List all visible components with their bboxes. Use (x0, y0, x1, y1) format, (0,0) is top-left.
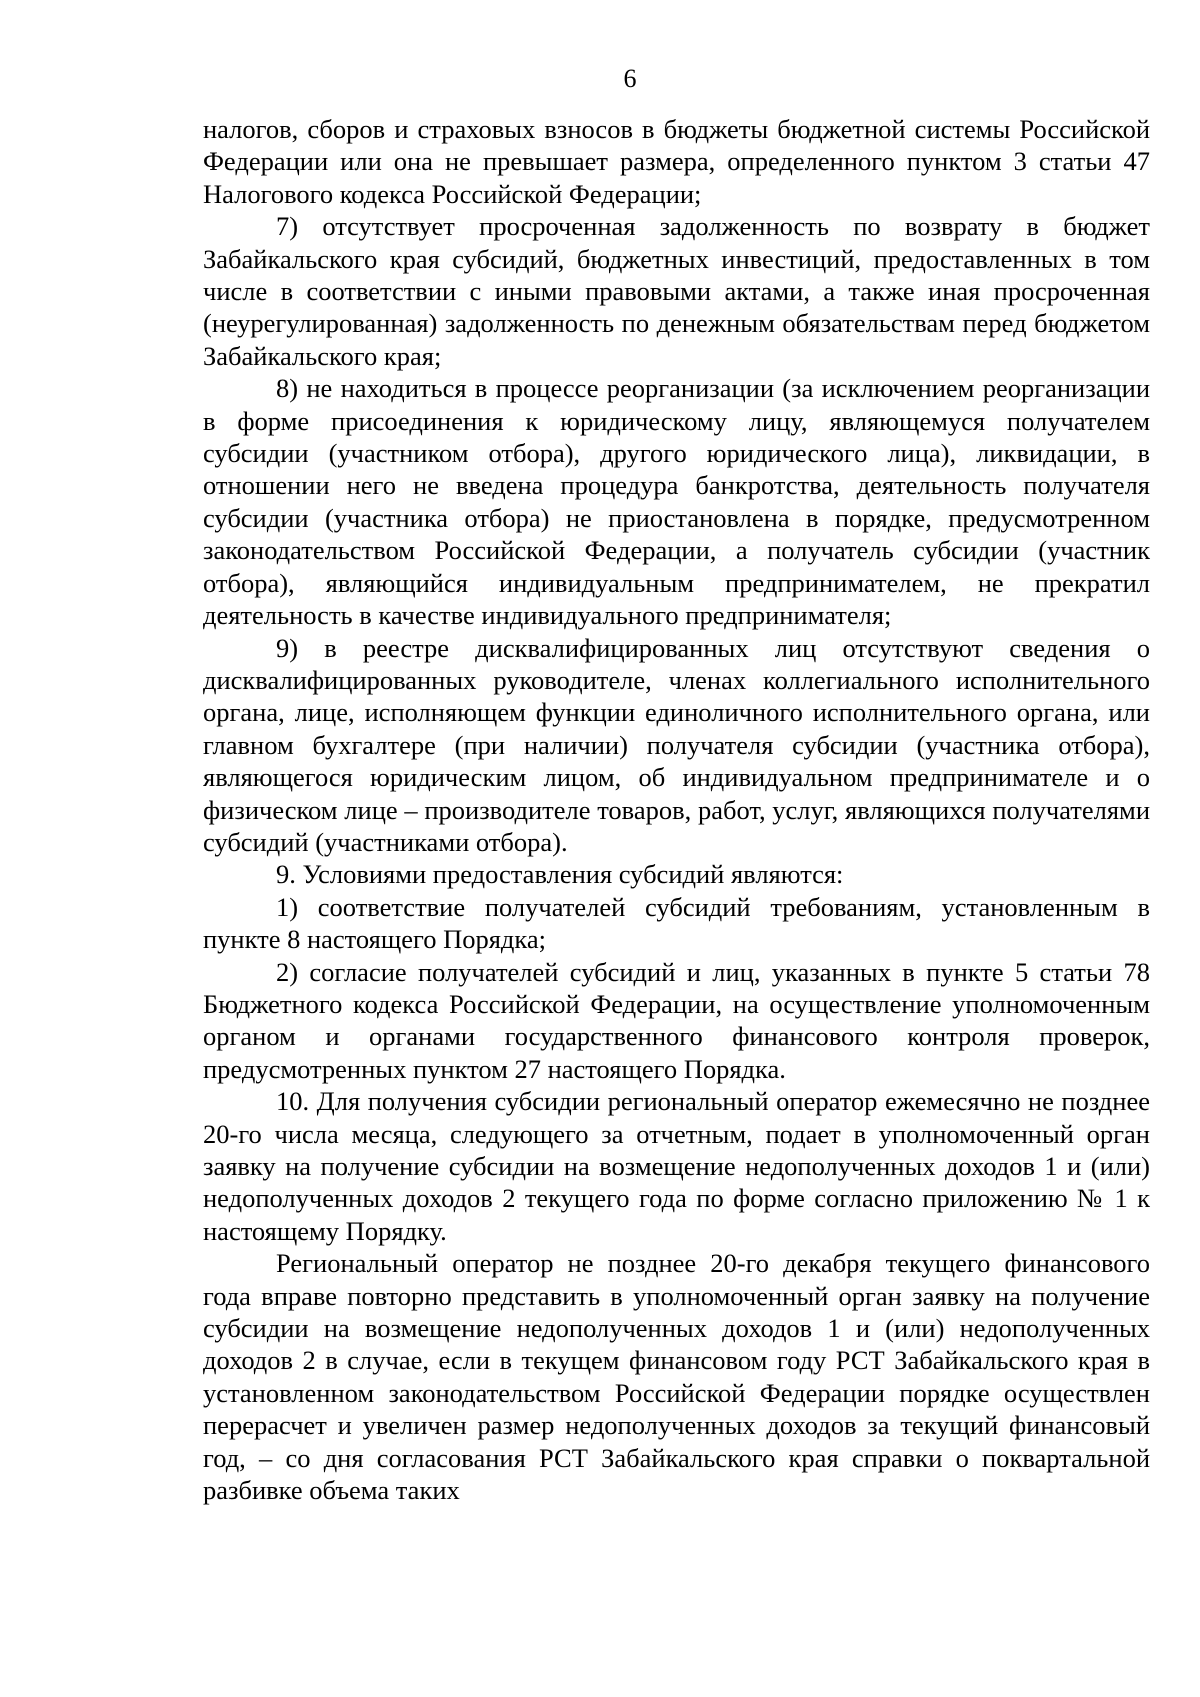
paragraph-item-8: 8) не находиться в процессе реорганизации (за исключением реорганизации в форме присоединения к юридическому лицу, являющемуся получателем субсидии (участником отбора), другого юридического лица), ликвидации, в отношении него не введена процедура банкротства, деятельность получателя субсидии (участника отбора) не приостановлена в порядке, предусмотренном законодательством Российской Федерации, а получатель субсидии (участник отбора), являющийся индивидуальным предпринимателем, не прекратил деятельность в качестве индивидуального предпринимателя; (203, 373, 1150, 631)
document-body (203, 113, 1150, 1506)
paragraph-item-9: 9) в реестре дисквалифицированных лиц отсутствуют сведения о дисквалифицированных руководителе, членах коллегиального исполнительного органа, лице, исполняющем функции единоличного исполнительного органа, или главном бухгалтере (при наличии) получателя субсидии (участника отбора), являющегося юридическим лицом, об индивидуальном предпринимателе и о физическом лице – производителе товаров, работ, услуг, являющихся получателями субсидий (участниками отбора). (203, 632, 1150, 857)
paragraph-regional-operator: Региональный оператор не позднее 20-го декабря текущего финансового года вправе повторно представить в уполномоченный орган заявку на получение субсидии на возмещение недополученных доходов 1 и (или) недополученных доходов 2 в случае, если в текущем финансовом году РСТ Забайкальского края в установленном законодательством Российской Федерации порядке осуществлен перерасчет и увеличен размер недополученных доходов за текущий финансовый год, – со дня согласования РСТ Забайкальского края справки о поквартальной разбивке объема таких (203, 1248, 1150, 1506)
paragraph-section-9-item-1: 1) соответствие получателей субсидий требованиям, установленным в пункте 8 настоящего Порядка; (203, 891, 1150, 955)
page-number: 6 (623, 64, 637, 93)
paragraph-item-7: 7) отсутствует просроченная задолженность по возврату в бюджет Забайкальского края субсидий, бюджетных инвестиций, предоставленных в том числе в соответствии с иными правовыми актами, а также иная просроченная (неурегулированная) задолженность по денежным обязательствам перед бюджетом Забайкальского края; (203, 211, 1150, 371)
paragraph-section-10: 10. Для получения субсидии региональный оператор ежемесячно не позднее 20-го числа месяца, следующего за отчетным, подает в уполномоченный орган заявку на получение субсидии на возмещение недополученных доходов 1 и (или) недополученных доходов 2 текущего года по форме согласно приложению № 1 к настоящему Порядку. (203, 1086, 1150, 1246)
paragraph-section-9-heading: 9. Условиями предоставления субсидий являются: (276, 859, 844, 890)
paragraph-continuation: налогов, сборов и страховых взносов в бюджеты бюджетной системы Российской Федерации или она не превышает размера, определенного пунктом 3 статьи 47 Налогового кодекса Российской Федерации; (203, 114, 1150, 209)
paragraph-section-9-item-2: 2) согласие получателей субсидий и лиц, указанных в пункте 5 статьи 78 Бюджетного кодекса Российской Федерации, на осуществление уполномоченным органом и органами государственного финансового контроля проверок, предусмотренных пунктом 27 настоящего Порядка. (203, 956, 1150, 1084)
